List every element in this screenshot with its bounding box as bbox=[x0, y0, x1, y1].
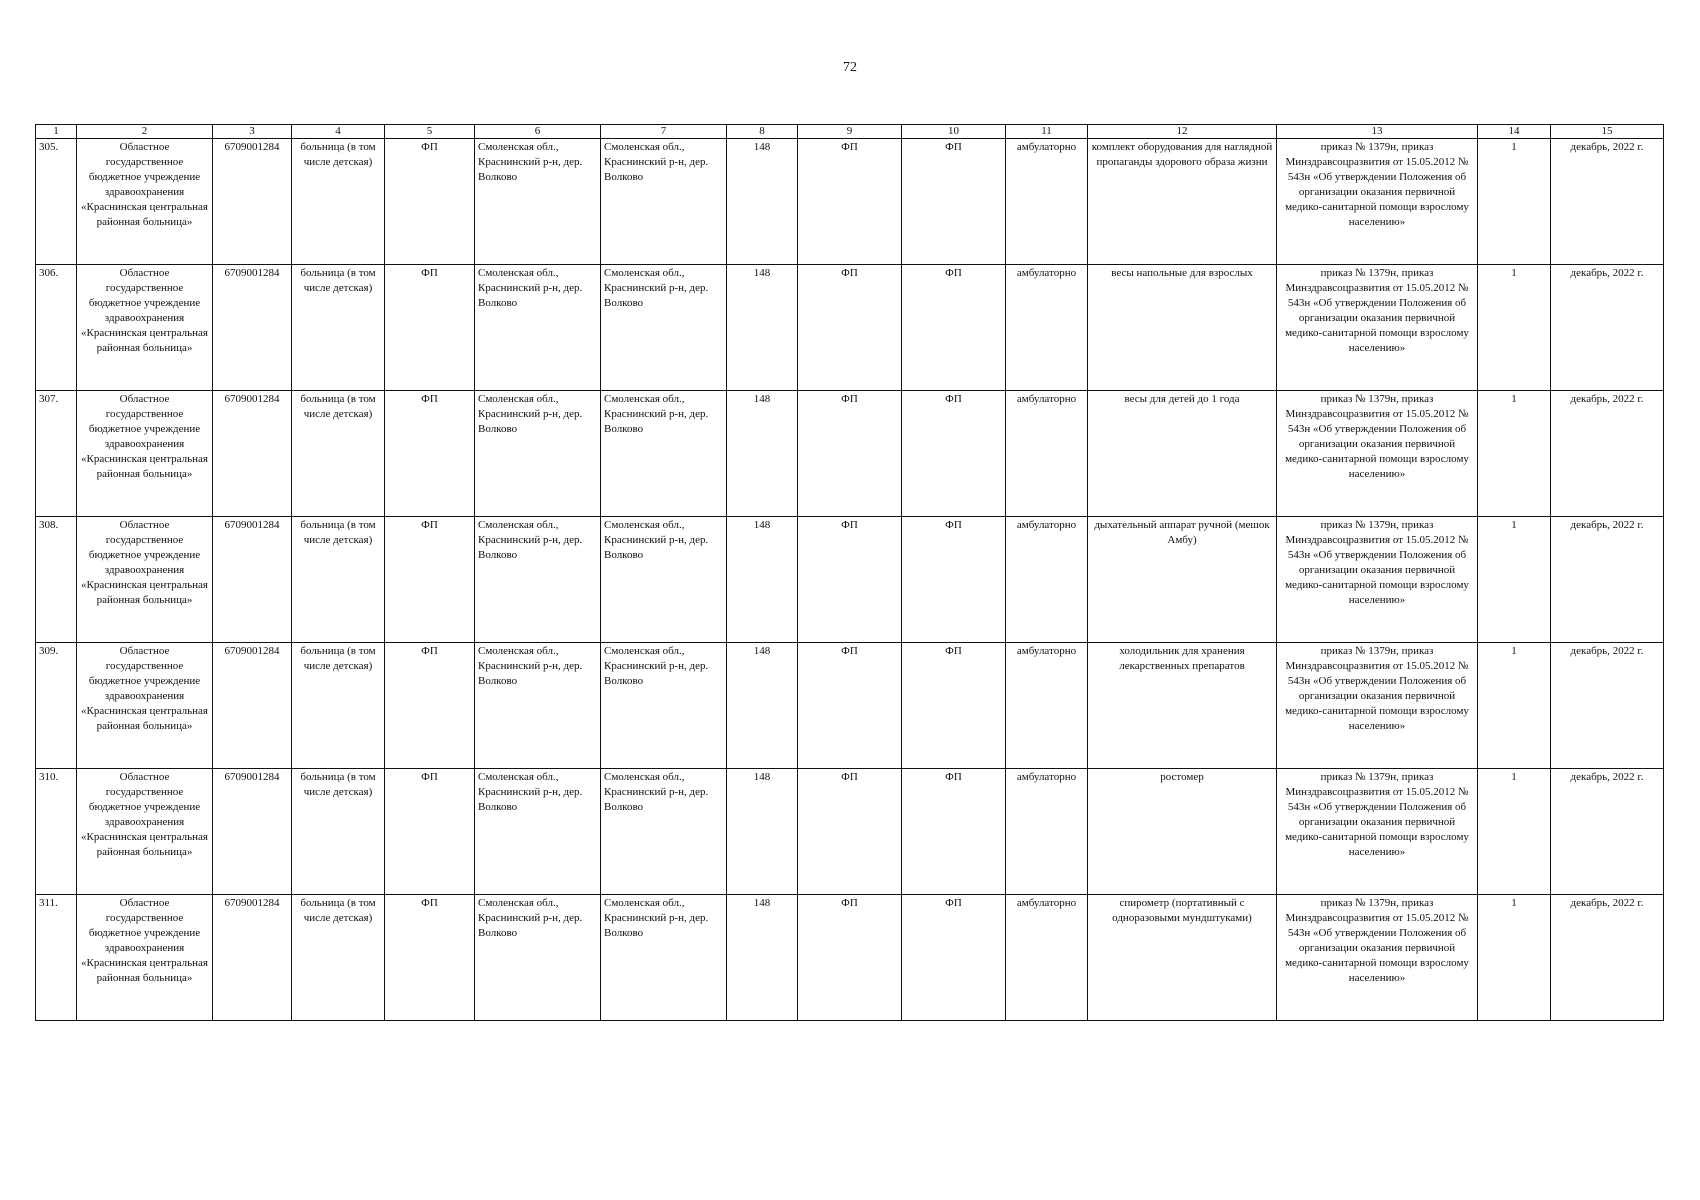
care-form: амбулаторно bbox=[1006, 139, 1088, 265]
care-form: амбулаторно bbox=[1006, 265, 1088, 391]
table-body bbox=[36, 139, 1664, 1021]
unit-type: ФП bbox=[385, 517, 475, 643]
unit-type: ФП bbox=[385, 769, 475, 895]
unit-type-col10: ФП bbox=[902, 643, 1006, 769]
organization-name: Областное государственное бюджетное учреждение здравоохранения «Краснинская центральная районная больница» bbox=[77, 391, 213, 517]
unit-type-col9: ФП bbox=[798, 139, 902, 265]
organization-name: Областное государственное бюджетное учреждение здравоохранения «Краснинская центральная районная больница» bbox=[77, 265, 213, 391]
column-number-13: 13 bbox=[1277, 125, 1478, 139]
address-main: Смоленская обл., Краснинский р-н, дер. Волково bbox=[475, 895, 601, 1021]
address-location: Смоленская обл., Краснинский р-н, дер. Волково bbox=[601, 265, 727, 391]
address-main: Смоленская обл., Краснинский р-н, дер. Волково bbox=[475, 391, 601, 517]
legal-basis: приказ № 1379н, приказ Минздравсоцразвития от 15.05.2012 № 543н «Об утверждении Положения об организации оказания первичной медико-санитарной помощи взрослому населению» bbox=[1277, 643, 1478, 769]
address-main: Смоленская обл., Краснинский р-н, дер. Волково bbox=[475, 265, 601, 391]
population-count: 148 bbox=[727, 643, 798, 769]
legal-basis: приказ № 1379н, приказ Минздравсоцразвития от 15.05.2012 № 543н «Об утверждении Положения об организации оказания первичной медико-санитарной помощи взрослому населению» bbox=[1277, 265, 1478, 391]
population-count: 148 bbox=[727, 139, 798, 265]
deadline: декабрь, 2022 г. bbox=[1551, 517, 1664, 643]
facility-type: больница (в том числе детская) bbox=[292, 139, 385, 265]
unit-type-col10: ФП bbox=[902, 895, 1006, 1021]
row-number: 306. bbox=[36, 265, 77, 391]
deadline: декабрь, 2022 г. bbox=[1551, 265, 1664, 391]
facility-type: больница (в том числе детская) bbox=[292, 517, 385, 643]
table-row bbox=[36, 517, 1664, 643]
table-row bbox=[36, 895, 1664, 1021]
equipment-table bbox=[35, 124, 1664, 1021]
facility-type: больница (в том числе детская) bbox=[292, 769, 385, 895]
row-number: 305. bbox=[36, 139, 77, 265]
address-location: Смоленская обл., Краснинский р-н, дер. Волково bbox=[601, 391, 727, 517]
inn-code: 6709001284 bbox=[213, 391, 292, 517]
facility-type: больница (в том числе детская) bbox=[292, 265, 385, 391]
column-number-row bbox=[36, 125, 1664, 139]
inn-code: 6709001284 bbox=[213, 643, 292, 769]
organization-name: Областное государственное бюджетное учреждение здравоохранения «Краснинская центральная районная больница» bbox=[77, 643, 213, 769]
address-main: Смоленская обл., Краснинский р-н, дер. Волково bbox=[475, 643, 601, 769]
deadline: декабрь, 2022 г. bbox=[1551, 139, 1664, 265]
table-row bbox=[36, 265, 1664, 391]
column-number-10: 10 bbox=[902, 125, 1006, 139]
inn-code: 6709001284 bbox=[213, 895, 292, 1021]
care-form: амбулаторно bbox=[1006, 517, 1088, 643]
organization-name: Областное государственное бюджетное учреждение здравоохранения «Краснинская центральная районная больница» bbox=[77, 517, 213, 643]
address-main: Смоленская обл., Краснинский р-н, дер. Волково bbox=[475, 139, 601, 265]
quantity: 1 bbox=[1478, 895, 1551, 1021]
organization-name: Областное государственное бюджетное учреждение здравоохранения «Краснинская центральная районная больница» bbox=[77, 895, 213, 1021]
unit-type-col10: ФП bbox=[902, 139, 1006, 265]
column-number-1: 1 bbox=[36, 125, 77, 139]
table-row bbox=[36, 769, 1664, 895]
equipment-name: холодильник для хранения лекарственных препаратов bbox=[1088, 643, 1277, 769]
unit-type: ФП bbox=[385, 391, 475, 517]
population-count: 148 bbox=[727, 895, 798, 1021]
table-row bbox=[36, 139, 1664, 265]
column-number-4: 4 bbox=[292, 125, 385, 139]
row-number: 310. bbox=[36, 769, 77, 895]
unit-type-col9: ФП bbox=[798, 517, 902, 643]
row-number: 311. bbox=[36, 895, 77, 1021]
inn-code: 6709001284 bbox=[213, 139, 292, 265]
unit-type-col10: ФП bbox=[902, 769, 1006, 895]
unit-type: ФП bbox=[385, 895, 475, 1021]
inn-code: 6709001284 bbox=[213, 769, 292, 895]
deadline: декабрь, 2022 г. bbox=[1551, 769, 1664, 895]
address-location: Смоленская обл., Краснинский р-н, дер. Волково bbox=[601, 895, 727, 1021]
organization-name: Областное государственное бюджетное учреждение здравоохранения «Краснинская центральная районная больница» bbox=[77, 139, 213, 265]
care-form: амбулаторно bbox=[1006, 895, 1088, 1021]
quantity: 1 bbox=[1478, 139, 1551, 265]
population-count: 148 bbox=[727, 391, 798, 517]
address-location: Смоленская обл., Краснинский р-н, дер. Волково bbox=[601, 643, 727, 769]
column-number-7: 7 bbox=[601, 125, 727, 139]
address-location: Смоленская обл., Краснинский р-н, дер. Волково bbox=[601, 769, 727, 895]
unit-type-col9: ФП bbox=[798, 265, 902, 391]
column-number-8: 8 bbox=[727, 125, 798, 139]
care-form: амбулаторно bbox=[1006, 391, 1088, 517]
quantity: 1 bbox=[1478, 769, 1551, 895]
address-location: Смоленская обл., Краснинский р-н, дер. Волково bbox=[601, 517, 727, 643]
quantity: 1 bbox=[1478, 517, 1551, 643]
equipment-name: весы напольные для взрослых bbox=[1088, 265, 1277, 391]
deadline: декабрь, 2022 г. bbox=[1551, 643, 1664, 769]
unit-type-col9: ФП bbox=[798, 895, 902, 1021]
deadline: декабрь, 2022 г. bbox=[1551, 391, 1664, 517]
population-count: 148 bbox=[727, 769, 798, 895]
legal-basis: приказ № 1379н, приказ Минздравсоцразвития от 15.05.2012 № 543н «Об утверждении Положения об организации оказания первичной медико-санитарной помощи взрослому населению» bbox=[1277, 895, 1478, 1021]
equipment-name: ростомер bbox=[1088, 769, 1277, 895]
unit-type: ФП bbox=[385, 139, 475, 265]
legal-basis: приказ № 1379н, приказ Минздравсоцразвития от 15.05.2012 № 543н «Об утверждении Положения об организации оказания первичной медико-санитарной помощи взрослому населению» bbox=[1277, 517, 1478, 643]
column-number-12: 12 bbox=[1088, 125, 1277, 139]
unit-type-col10: ФП bbox=[902, 517, 1006, 643]
row-number: 309. bbox=[36, 643, 77, 769]
inn-code: 6709001284 bbox=[213, 265, 292, 391]
equipment-name: комплект оборудования для наглядной пропаганды здорового образа жизни bbox=[1088, 139, 1277, 265]
care-form: амбулаторно bbox=[1006, 643, 1088, 769]
care-form: амбулаторно bbox=[1006, 769, 1088, 895]
row-number: 308. bbox=[36, 517, 77, 643]
population-count: 148 bbox=[727, 265, 798, 391]
unit-type-col10: ФП bbox=[902, 391, 1006, 517]
facility-type: больница (в том числе детская) bbox=[292, 643, 385, 769]
legal-basis: приказ № 1379н, приказ Минздравсоцразвития от 15.05.2012 № 543н «Об утверждении Положения об организации оказания первичной медико-санитарной помощи взрослому населению» bbox=[1277, 769, 1478, 895]
inn-code: 6709001284 bbox=[213, 517, 292, 643]
column-number-11: 11 bbox=[1006, 125, 1088, 139]
unit-type-col9: ФП bbox=[798, 643, 902, 769]
row-number: 307. bbox=[36, 391, 77, 517]
facility-type: больница (в том числе детская) bbox=[292, 895, 385, 1021]
column-number-5: 5 bbox=[385, 125, 475, 139]
unit-type-col9: ФП bbox=[798, 391, 902, 517]
column-number-6: 6 bbox=[475, 125, 601, 139]
column-number-2: 2 bbox=[77, 125, 213, 139]
equipment-name: весы для детей до 1 года bbox=[1088, 391, 1277, 517]
column-number-14: 14 bbox=[1478, 125, 1551, 139]
deadline: декабрь, 2022 г. bbox=[1551, 895, 1664, 1021]
address-main: Смоленская обл., Краснинский р-н, дер. Волково bbox=[475, 769, 601, 895]
column-number-3: 3 bbox=[213, 125, 292, 139]
address-location: Смоленская обл., Краснинский р-н, дер. Волково bbox=[601, 139, 727, 265]
legal-basis: приказ № 1379н, приказ Минздравсоцразвития от 15.05.2012 № 543н «Об утверждении Положения об организации оказания первичной медико-санитарной помощи взрослому населению» bbox=[1277, 139, 1478, 265]
quantity: 1 bbox=[1478, 643, 1551, 769]
unit-type: ФП bbox=[385, 265, 475, 391]
equipment-name: дыхательный аппарат ручной (мешок Амбу) bbox=[1088, 517, 1277, 643]
column-number-9: 9 bbox=[798, 125, 902, 139]
unit-type: ФП bbox=[385, 643, 475, 769]
unit-type-col9: ФП bbox=[798, 769, 902, 895]
legal-basis: приказ № 1379н, приказ Минздравсоцразвития от 15.05.2012 № 543н «Об утверждении Положения об организации оказания первичной медико-санитарной помощи взрослому населению» bbox=[1277, 391, 1478, 517]
quantity: 1 bbox=[1478, 391, 1551, 517]
organization-name: Областное государственное бюджетное учреждение здравоохранения «Краснинская центральная районная больница» bbox=[77, 769, 213, 895]
column-number-15: 15 bbox=[1551, 125, 1664, 139]
population-count: 148 bbox=[727, 517, 798, 643]
table-row bbox=[36, 643, 1664, 769]
unit-type-col10: ФП bbox=[902, 265, 1006, 391]
table-row bbox=[36, 391, 1664, 517]
quantity: 1 bbox=[1478, 265, 1551, 391]
address-main: Смоленская обл., Краснинский р-н, дер. Волково bbox=[475, 517, 601, 643]
equipment-name: спирометр (портативный с одноразовыми мундштуками) bbox=[1088, 895, 1277, 1021]
facility-type: больница (в том числе детская) bbox=[292, 391, 385, 517]
page-number: 72 bbox=[843, 60, 857, 75]
